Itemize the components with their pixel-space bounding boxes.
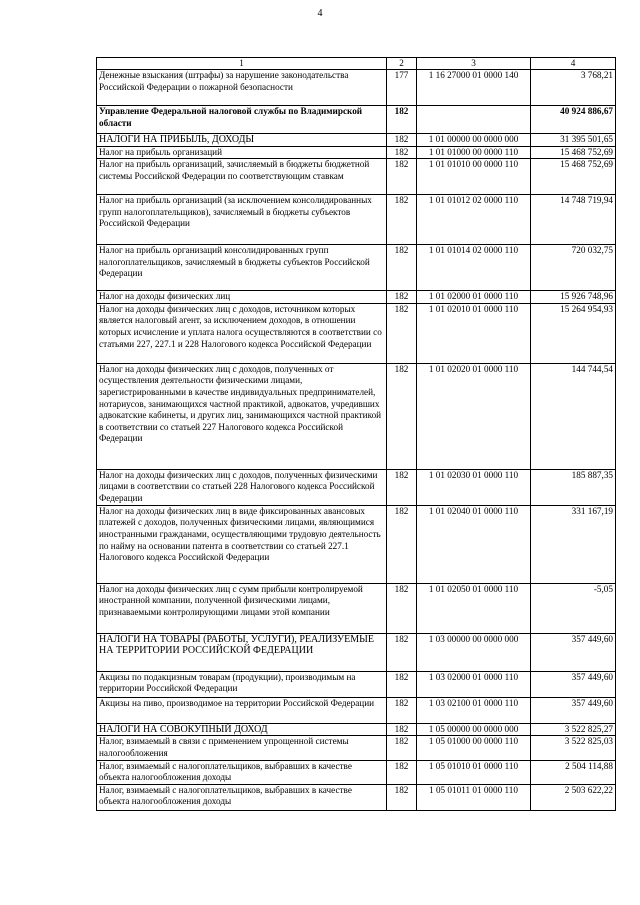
row-budget-code: 1 05 01000 00 0000 110 xyxy=(417,736,531,760)
table-row xyxy=(97,159,616,195)
page-number: 4 xyxy=(317,8,323,19)
row-budget-code: 1 01 02010 01 0000 110 xyxy=(417,303,531,363)
row-name: НАЛОГИ НА ПРИБЫЛЬ, ДОХОДЫ xyxy=(97,134,387,147)
row-admin-code: 182 xyxy=(387,303,417,363)
row-admin-code: 182 xyxy=(387,697,417,723)
column-header-amount: 4 xyxy=(531,58,616,70)
row-name: Налог на прибыль организаций, зачисляемый в бюджеты бюджетной системы Российской Федерации по соответствующим ставкам xyxy=(97,159,387,195)
table-row xyxy=(97,363,616,469)
row-admin-code: 182 xyxy=(387,106,417,134)
row-budget-code: 1 03 02100 01 0000 110 xyxy=(417,697,531,723)
row-amount: 31 395 501,65 xyxy=(531,134,616,147)
table-row xyxy=(97,146,616,159)
row-name: НАЛОГИ НА СОВОКУПНЫЙ ДОХОД xyxy=(97,723,387,736)
row-budget-code: 1 05 01011 01 0000 110 xyxy=(417,784,531,810)
row-admin-code: 177 xyxy=(387,70,417,106)
row-admin-code: 182 xyxy=(387,723,417,736)
row-name: Налог на доходы физических лиц с доходов, источником которых является налоговый агент, за исключением доходов, в отношении которых исчисление и уплата налога осуществляются в соответствии со статьями 227, 227.1 и 228 Налогового кодекса Российской Федерации xyxy=(97,303,387,363)
row-budget-code: 1 01 02050 01 0000 110 xyxy=(417,583,531,633)
table-row xyxy=(97,303,616,363)
table-row xyxy=(97,760,616,784)
row-budget-code: 1 03 02000 01 0000 110 xyxy=(417,671,531,697)
row-name: Налог на прибыль организаций (за исключением консолидированных групп налогоплательщиков), зачисляемый в бюджеты субъектов Российской Федерации xyxy=(97,195,387,245)
row-name: Налог на прибыль организаций xyxy=(97,146,387,159)
row-budget-code: 1 03 00000 00 0000 000 xyxy=(417,633,531,671)
row-name: Налог, взимаемый с налогоплательщиков, выбравших в качестве объекта налогообложения доходы xyxy=(97,784,387,810)
table-row xyxy=(97,583,616,633)
row-amount: 15 468 752,69 xyxy=(531,146,616,159)
row-amount: 144 744,54 xyxy=(531,363,616,469)
row-admin-code: 182 xyxy=(387,671,417,697)
table-row xyxy=(97,134,616,147)
row-budget-code: 1 01 01000 00 0000 110 xyxy=(417,146,531,159)
row-name: Акцизы по подакцизным товарам (продукции), производимым на территории Российской Федерации xyxy=(97,671,387,697)
row-admin-code: 182 xyxy=(387,583,417,633)
row-budget-code: 1 01 01014 02 0000 110 xyxy=(417,245,531,291)
row-amount: 357 449,60 xyxy=(531,697,616,723)
row-admin-code: 182 xyxy=(387,291,417,304)
row-amount: 14 748 719,94 xyxy=(531,195,616,245)
row-admin-code: 182 xyxy=(387,736,417,760)
row-budget-code: 1 05 01010 01 0000 110 xyxy=(417,760,531,784)
table-row xyxy=(97,784,616,810)
row-amount: 2 504 114,88 xyxy=(531,760,616,784)
row-name: Акцизы на пиво, производимое на территории Российской Федерации xyxy=(97,697,387,723)
table-row xyxy=(97,671,616,697)
row-amount: 357 449,60 xyxy=(531,633,616,671)
table-row xyxy=(97,70,616,106)
row-name: Налог, взимаемый в связи с применением упрощенной системы налогообложения xyxy=(97,736,387,760)
row-name: Налог на прибыль организаций консолидированных групп налогоплательщиков, зачисляемый в бюджеты субъектов Российской Федерации xyxy=(97,245,387,291)
row-name: Денежные взыскания (штрафы) за нарушение законодательства Российской Федерации о пожарной безопасности xyxy=(97,70,387,106)
row-amount: 3 768,21 xyxy=(531,70,616,106)
row-amount: 3 522 825,03 xyxy=(531,736,616,760)
row-admin-code: 182 xyxy=(387,134,417,147)
table-row xyxy=(97,633,616,671)
row-amount: 15 264 954,93 xyxy=(531,303,616,363)
table-row xyxy=(97,245,616,291)
row-admin-code: 182 xyxy=(387,159,417,195)
row-name: Налог на доходы физических лиц с доходов, полученных от осуществления деятельности физическими лицами, зарегистрированными в качестве индивидуальных предпринимателей, нотариусов, занимающихся частной практикой, адвокатов, учредивших адвокатские кабинеты, и других лиц, занимающихся частной практикой в соответствии со статьей 227 Налогового кодекса Российской Федерации xyxy=(97,363,387,469)
table-row xyxy=(97,697,616,723)
table-row xyxy=(97,723,616,736)
row-amount: 40 924 886,67 xyxy=(531,106,616,134)
row-admin-code: 182 xyxy=(387,633,417,671)
row-budget-code: 1 01 02040 01 0000 110 xyxy=(417,505,531,583)
row-admin-code: 182 xyxy=(387,245,417,291)
table-row xyxy=(97,736,616,760)
row-amount: 2 503 622,22 xyxy=(531,784,616,810)
row-amount: 3 522 825,27 xyxy=(531,723,616,736)
row-amount: -5,05 xyxy=(531,583,616,633)
table-header-row xyxy=(97,58,616,70)
row-name: Налог на доходы физических лиц с доходов, полученных физическими лицами в соответствии со статьей 228 Налогового кодекса Российской Федерации xyxy=(97,469,387,505)
row-name: Налог на доходы физических лиц в виде фиксированных авансовых платежей с доходов, полученных физическими лицами, являющимися иностранными гражданами, осуществляющими трудовую деятельность по найму на основании патента в соответствии со статьей 227.1 Налогового кодекса Российской Федерации xyxy=(97,505,387,583)
row-admin-code: 182 xyxy=(387,469,417,505)
table-row xyxy=(97,195,616,245)
row-budget-code xyxy=(417,106,531,134)
table-row xyxy=(97,291,616,304)
row-budget-code: 1 01 01010 00 0000 110 xyxy=(417,159,531,195)
row-budget-code: 1 16 27000 01 0000 140 xyxy=(417,70,531,106)
row-budget-code: 1 01 02030 01 0000 110 xyxy=(417,469,531,505)
row-amount: 331 167,19 xyxy=(531,505,616,583)
table-row xyxy=(97,469,616,505)
row-budget-code: 1 01 02020 01 0000 110 xyxy=(417,363,531,469)
row-budget-code: 1 01 02000 01 0000 110 xyxy=(417,291,531,304)
row-admin-code: 182 xyxy=(387,146,417,159)
row-admin-code: 182 xyxy=(387,784,417,810)
column-header-code: 3 xyxy=(417,58,531,70)
row-budget-code: 1 05 00000 00 0000 000 xyxy=(417,723,531,736)
row-admin-code: 182 xyxy=(387,363,417,469)
row-amount: 357 449,60 xyxy=(531,671,616,697)
row-budget-code: 1 01 00000 00 0000 000 xyxy=(417,134,531,147)
row-name: Налог, взимаемый с налогоплательщиков, выбравших в качестве объекта налогообложения доходы xyxy=(97,760,387,784)
budget-revenue-table xyxy=(96,57,616,811)
row-amount: 15 468 752,69 xyxy=(531,159,616,195)
row-name: Управление Федеральной налоговой службы по Владимирской области xyxy=(97,106,387,134)
row-amount: 185 887,35 xyxy=(531,469,616,505)
row-name: Налог на доходы физических лиц с сумм прибыли контролируемой иностранной компании, полученной физическими лицами, признаваемыми контролирующими лицами этой компании xyxy=(97,583,387,633)
column-header-name: 1 xyxy=(97,58,387,70)
table-row xyxy=(97,505,616,583)
column-header-admin: 2 xyxy=(387,58,417,70)
row-name: Налог на доходы физических лиц xyxy=(97,291,387,304)
table-row xyxy=(97,106,616,134)
row-admin-code: 182 xyxy=(387,760,417,784)
row-name: НАЛОГИ НА ТОВАРЫ (РАБОТЫ, УСЛУГИ), РЕАЛИЗУЕМЫЕ НА ТЕРРИТОРИИ РОССИЙСКОЙ ФЕДЕРАЦИИ xyxy=(97,633,387,671)
row-admin-code: 182 xyxy=(387,195,417,245)
row-amount: 15 926 748,96 xyxy=(531,291,616,304)
row-admin-code: 182 xyxy=(387,505,417,583)
row-amount: 720 032,75 xyxy=(531,245,616,291)
row-budget-code: 1 01 01012 02 0000 110 xyxy=(417,195,531,245)
